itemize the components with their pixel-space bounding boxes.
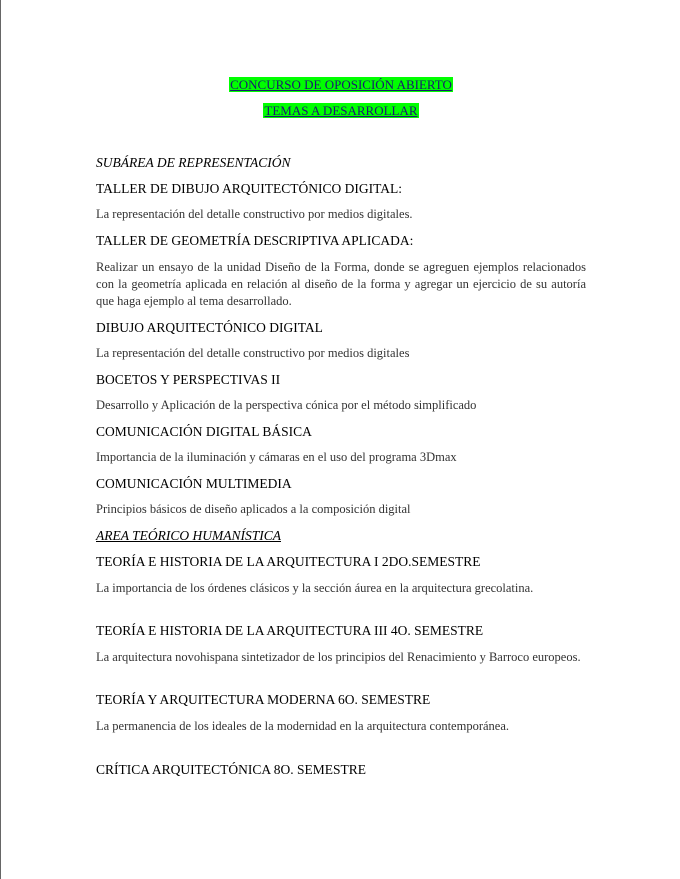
course-heading: COMUNICACIÓN MULTIMEDIA <box>96 476 292 491</box>
topic-paragraph: La arquitectura novohispana sintetizador de los principios del Renacimiento y Barroco europeos. <box>96 650 581 664</box>
page-edge <box>0 0 1 879</box>
course-heading: TEORÍA E HISTORIA DE LA ARQUITECTURA I 2DO.SEMESTRE <box>96 554 481 569</box>
document-title: CONCURSO DE OPOSICIÓN ABIERTO <box>230 77 452 92</box>
topic-paragraph: Importancia de la iluminación y cámaras en el uso del programa 3Dmax <box>96 450 457 464</box>
course-heading: TALLER DE GEOMETRÍA DESCRIPTIVA APLICADA: <box>96 233 414 248</box>
course-heading: TEORÍA Y ARQUITECTURA MODERNA 6O. SEMESTRE <box>96 692 431 707</box>
topic-paragraph: La importancia de los órdenes clásicos y la sección áurea en la arquitectura grecolatina. <box>96 581 534 595</box>
course-heading: BOCETOS Y PERSPECTIVAS II <box>96 372 281 387</box>
topic-paragraph: La representación del detalle constructivo por medios digitales. <box>96 207 413 221</box>
topic-paragraph: Realizar un ensayo de la unidad Diseño de la Forma, donde se agreguen ejemplos relacionados con la geometría aplicada en relación al diseño de la forma y agregar un ejercicio de su autoría que haga ejemplo al tema desarrollado. <box>96 260 586 308</box>
area-heading: SUBÁREA DE REPRESENTACIÓN <box>96 155 291 170</box>
area-heading: AREA TEÓRICO HUMANÍSTICA <box>96 528 281 543</box>
topic-paragraph: La representación del detalle constructivo por medios digitales <box>96 346 410 360</box>
course-heading: TALLER DE DIBUJO ARQUITECTÓNICO DIGITAL: <box>96 181 403 196</box>
course-heading: CRÍTICA ARQUITECTÓNICA 8O. SEMESTRE <box>96 762 367 777</box>
topic-paragraph: Desarrollo y Aplicación de la perspectiva cónica por el método simplificado <box>96 398 477 412</box>
course-heading: COMUNICACIÓN DIGITAL BÁSICA <box>96 424 312 439</box>
course-heading: DIBUJO ARQUITECTÓNICO DIGITAL <box>96 320 323 335</box>
topic-paragraph: La permanencia de los ideales de la modernidad en la arquitectura contemporánea. <box>96 719 510 733</box>
course-heading: TEORÍA E HISTORIA DE LA ARQUITECTURA III 4O. SEMESTRE <box>96 623 484 638</box>
topic-paragraph: Principios básicos de diseño aplicados a la composición digital <box>96 502 411 516</box>
document-subtitle: TEMAS A DESARROLLAR <box>264 103 418 118</box>
